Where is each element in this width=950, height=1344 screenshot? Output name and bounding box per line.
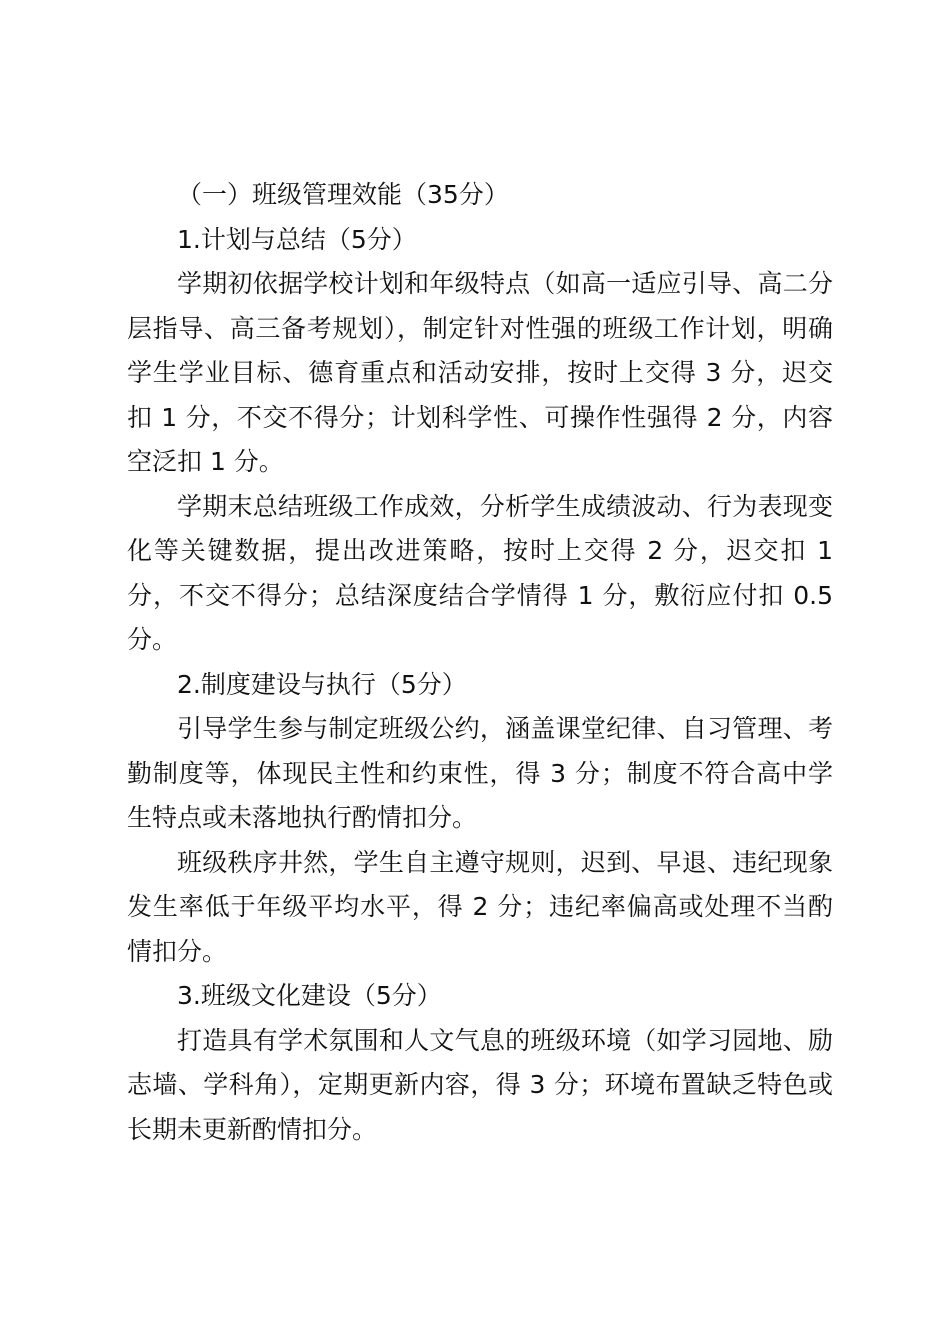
item2-heading: 2.制度建设与执行（5分） bbox=[177, 669, 467, 699]
item2-paragraph-rules: 引导学生参与制定班级公约，涵盖课堂纪律、自习管理、考勤制度等，体现民主性和约束性，得 3 分；制度不符合高中学生特点或未落地执行酌情扣分。 bbox=[127, 714, 833, 832]
document-body bbox=[127, 173, 833, 1152]
item3-paragraph-culture: 打造具有学术氛围和人文气息的班级环境（如学习园地、励志墙、学科角），定期更新内容，得 3 分；环境布置缺乏特色或长期未更新酌情扣分。 bbox=[127, 1025, 833, 1144]
item1-heading: 1.计划与总结（5分） bbox=[177, 224, 417, 254]
item1-paragraph-summary: 学期末总结班级工作成效，分析学生成绩波动、行为表现变化等关键数据，提出改进策略，按时上交得 2 分，迟交扣 1 分，不交不得分；总结深度结合学情得 1 分，敷衍应付扣 0.5 分。 bbox=[127, 491, 833, 654]
item1-paragraph-plan: 学期初依据学校计划和年级特点（如高一适应引导、高二分层指导、高三备考规划），制定针对性强的班级工作计划，明确学生学业目标、德育重点和活动安排，按时上交得 3 分，迟交扣 1 分，不交不得分；计划科学性、可操作性强得 2 分，内容空泛扣 1 分。 bbox=[127, 269, 833, 476]
item3-heading: 3.班级文化建设（5分） bbox=[177, 981, 442, 1010]
section-heading: （一）班级管理效能（35分） bbox=[177, 180, 509, 209]
item2-paragraph-order: 班级秩序井然，学生自主遵守规则，迟到、早退、违纪现象发生率低于年级平均水平，得 2 分；违纪率偏高或处理不当酌情扣分。 bbox=[127, 847, 833, 966]
